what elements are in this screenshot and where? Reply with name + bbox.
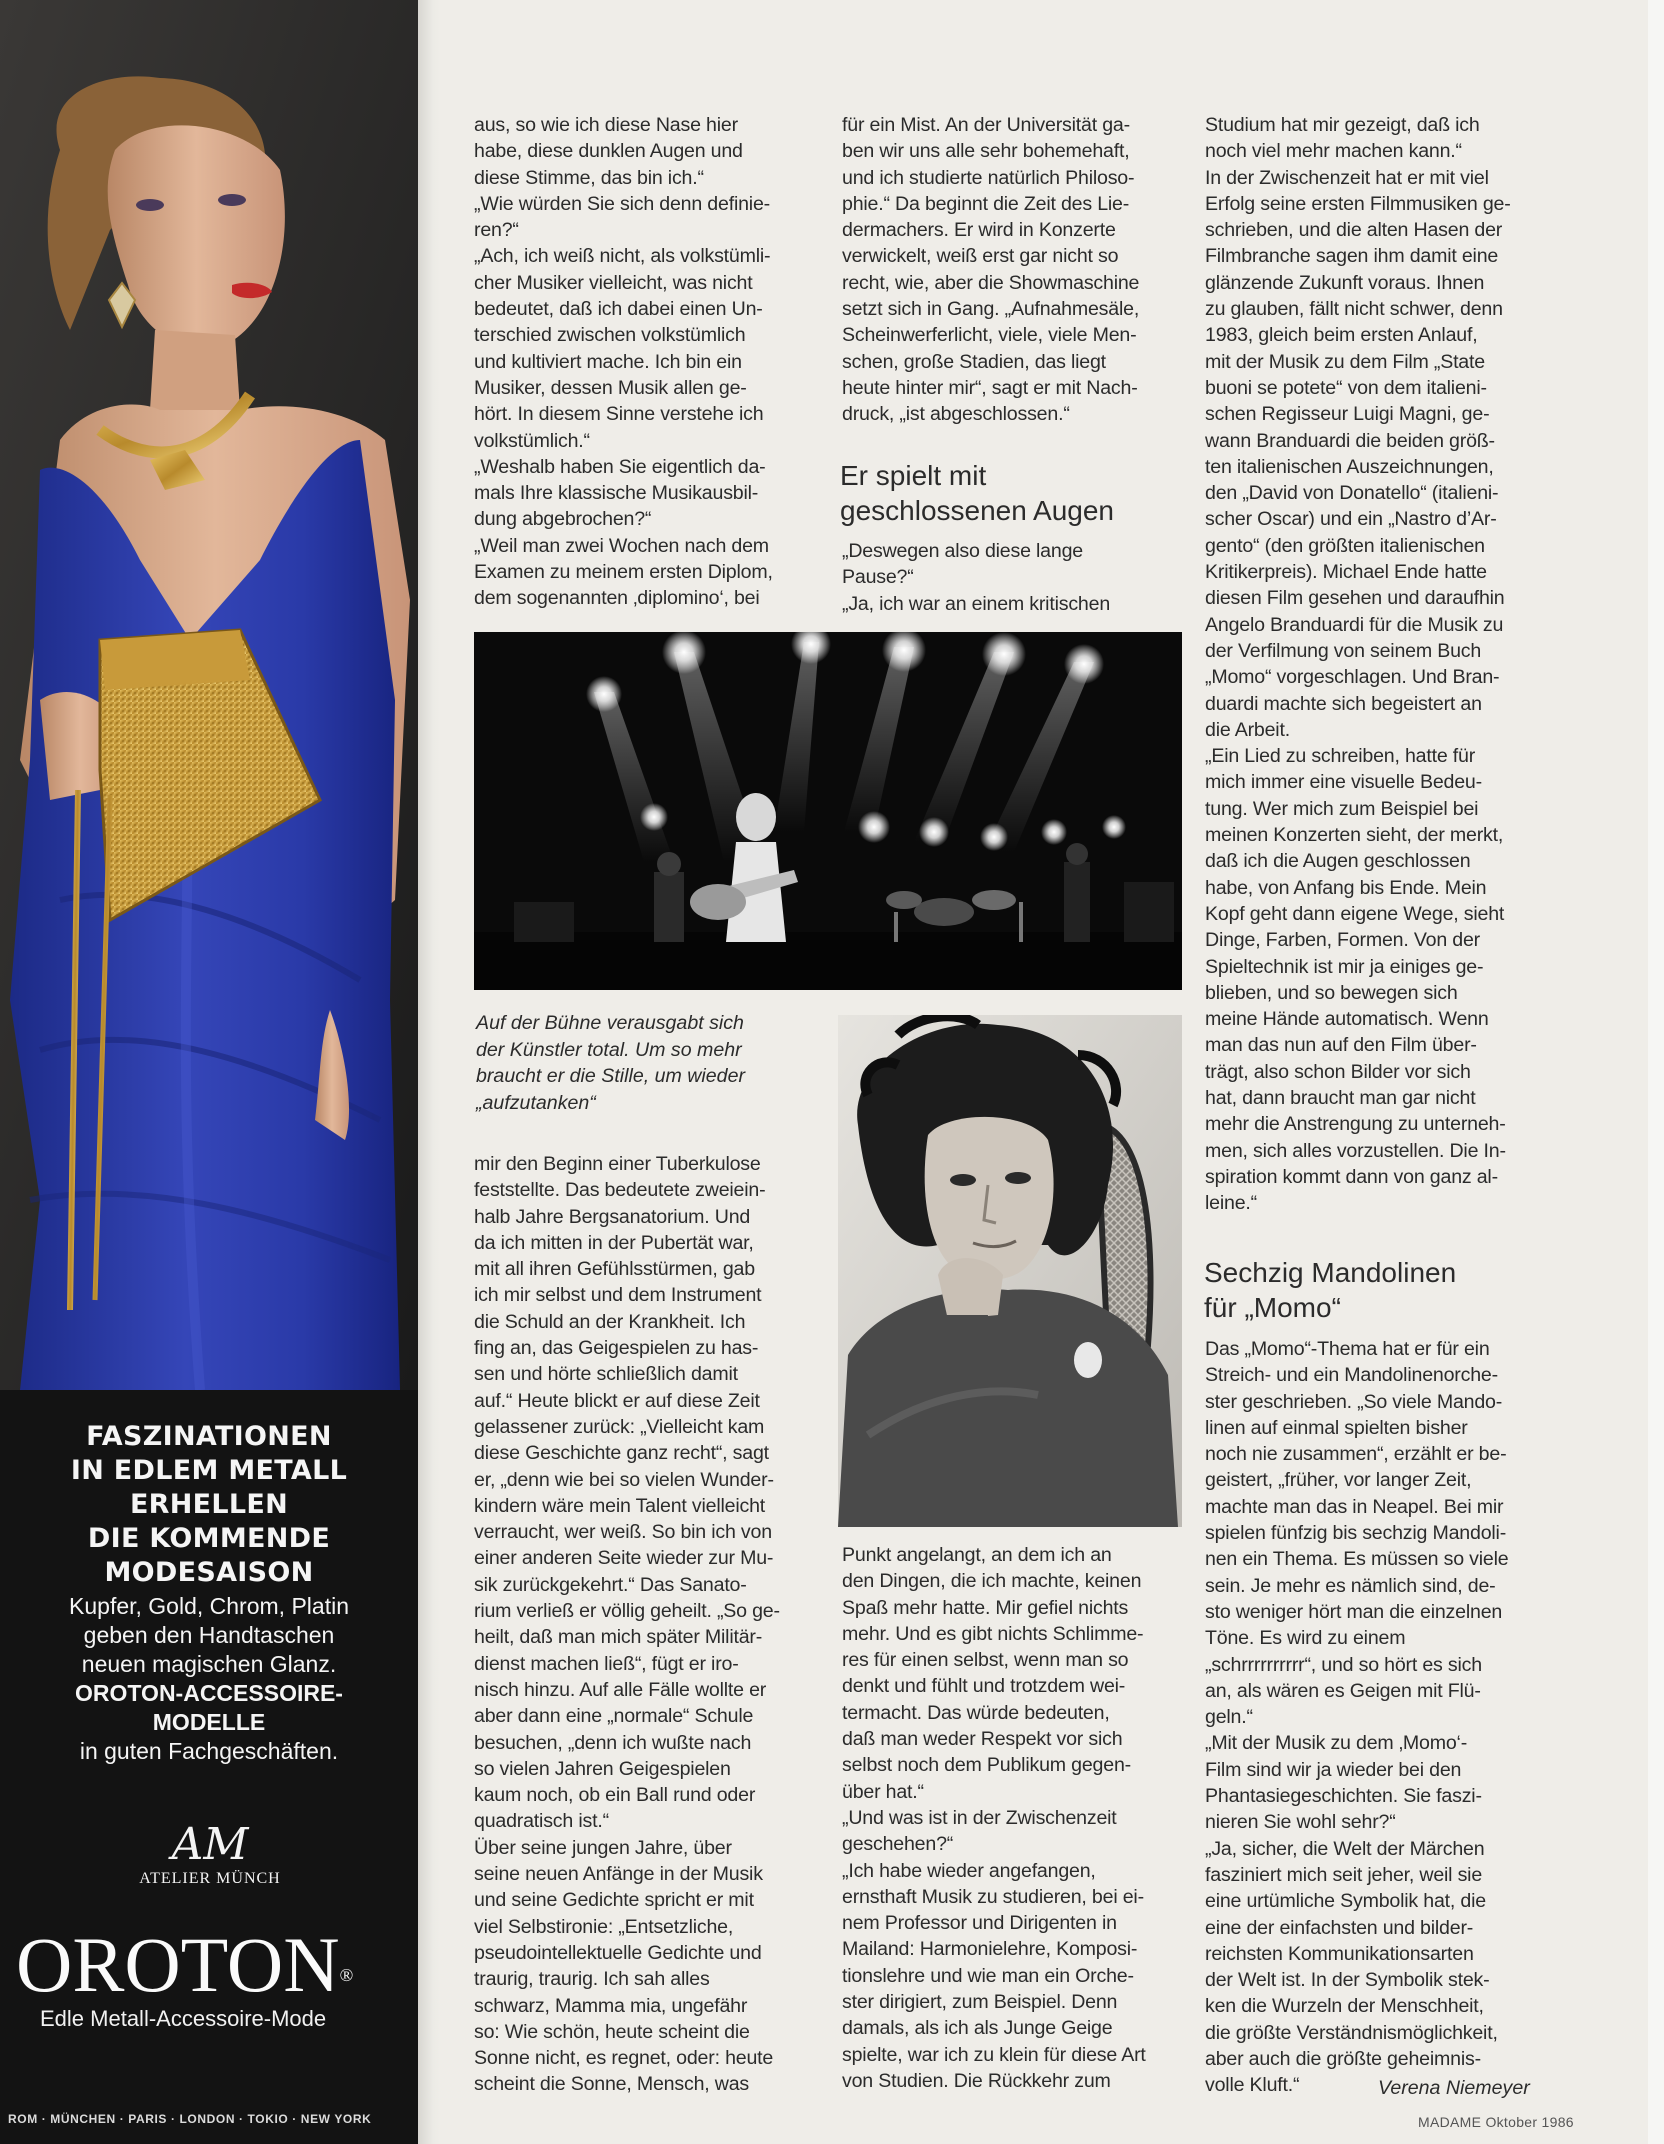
- ad-subtext-end: in guten Fachgeschäften.: [79, 1738, 339, 1764]
- brand-logo: [16, 1921, 406, 2008]
- city-list: ROM · MÜNCHEN · PARIS · LONDON · TOKIO · NEW YORK: [8, 2112, 372, 2126]
- ad-headline: FASZINATIONEN IN EDLEM METALL ERHELLEN DIE KOMMENDE MODESAISON: [70, 1421, 348, 1588]
- subheading-mandolins: Sechzig Mandolinen für „Momo“: [1204, 1257, 1457, 1323]
- atelier-logo: [40, 1820, 380, 1888]
- advertisement: [0, 0, 418, 2144]
- photo-caption: Auf der Bühne verausgabt sich der Künstler total. Um so mehr braucht er die Stille, um wieder „aufzutanken“: [476, 1012, 745, 1114]
- portrait-photo: [838, 1015, 1182, 1527]
- subheading-closed-eyes: Er spielt mit geschlossenen Augen: [840, 460, 1114, 526]
- monogram-logo: AM: [171, 1819, 249, 1870]
- ad-subtext: Kupfer, Gold, Chrom, Platin geben den Handtaschen neuen magischen Glanz.: [69, 1593, 349, 1677]
- article-column-2-bottom: Punkt angelangt, an dem ich an den Dingen, die ich machte, keinen Spaß mehr hatte. Mir gefiel nichts mehr. Und es gibt nichts Schlimme- res für einen selbst, wenn man so denkt und fühlt und trotzdem wei- termacht. Das würde bedeuten, daß man weder Respekt vor sich selbst noch dem Publikum gegen- über hat.“ „Und was ist in der Zwischenzeit geschehen?“ „Ich habe wieder angefangen, ernsthaft Musik zu studieren, bei ei- nem Professor und Dirigenten in Mailand: Harmonielehre, Komposi- tionslehre und wie man ein Orche- ster dirigiert, zum Beispiel. Denn damals, als ich als Junge Geige spielte, war ich zu klein für diese Art von Studien. Die Rückkehr zum: [842, 1544, 1146, 2092]
- page-gutter: [418, 0, 440, 2144]
- registered-mark: ®: [339, 1965, 354, 1985]
- article-column-3-bottom: Das „Momo“-Thema hat er für ein Streich- und ein Mandolinenorche- ster geschrieben. „So viele Mando- linen auf einmal spielten bisher noch nie zusammen“, erzählt er be- geistert, „früher, vor langer Zeit, machte man das in Neapel. Bei mir spielen fünfzig bis sechzig Mandoli- nen ein Thema. Es müssen so viele sein. Je mehr es nämlich sind, de- sto weniger hört man die einzelnen Töne. Es wird zu einem „schrrrrrrrrrr“, und so hört es sich an, als wären es Geigen mit Flü- geln.“ „Mit der Musik zu dem ‚Momo‘- Film sind wir ja wieder bei den Phantasiegeschichten. Sie faszi- nieren Sie wohl sehr?“ „Ja, sicher, die Welt der Märchen fasziniert mich seit jeher, weil sie eine urtümliche Symbolik hat, die eine der einfachsten und bilder- reichsten Kommunikationsarten der Welt ist. In der Symbolik stek- ken die Wurzeln der Menschheit, die größte Verständnismöglichkeit, aber auch die größte geheimnis- volle Kluft.“: [1205, 1338, 1509, 2097]
- article-column-1-top: aus, so wie ich diese Nase hier habe, diese dunklen Augen und diese Stimme, das bin ich.“ „Wie würden Sie sich denn definie- ren?“ „Ach, ich weiß nicht, als volkstümli- cher Musiker vielleicht, was nicht bedeutet, daß ich dabei einen Un- terschied zwischen volkstümlich und kultiviert mache. Ich bin ein Musiker, dessen Musik allen ge- hört. In diesem Sinne verstehe ich volkstümlich.“ „Weshalb haben Sie eigentlich da- mals Ihre klassische Musikausbil- dung abgebrochen?“ „Weil man zwei Wochen nach dem Examen zu meinem ersten Diplom, dem sogenannten ‚diplomino‘, bei: [474, 114, 773, 610]
- ad-model-photo: [0, 0, 418, 1390]
- concert-photo: [474, 632, 1182, 990]
- brand-name: OROTON: [16, 1921, 340, 2008]
- ad-subtext-brand: OROTON-ACCESSOIRE- MODELLE: [75, 1680, 343, 1735]
- page-footer: MADAME Oktober 1986: [1418, 2114, 1574, 2130]
- article-column-3-top: Studium hat mir gezeigt, daß ich noch viel mehr machen kann.“ In der Zwischenzeit hat er mit viel Erfolg seine ersten Filmmusiken ge- schrieben, und die alten Hasen der Filmbranche sagen ihm damit eine glänzende Zukunft voraus. Ihnen zu glauben, fällt nicht schwer, denn 1983, gleich beim ersten Anlauf, mit der Musik zu dem Film „State buoni se potete“ von dem italieni- schen Regisseur Luigi Magni, ge- wann Branduardi die beiden größ- ten italienischen Auszeichnungen, den „David von Donatello“ (italieni- scher Oscar) und ein „Nastro d’Ar- gento“ (den größten italienischen Kritikerpreis). Michael Ende hatte diesen Film gesehen und daraufhin Angelo Branduardi für die Musik zu der Verfilmung von seinem Buch „Momo“ vorgeschlagen. Und Bran- duardi machte sich begeistert an die Arbeit. „Ein Lied zu schreiben, hatte für mich immer eine visuelle Bedeu- tung. Wer mich zum Beispiel bei meinen Konzerten sieht, der merkt, daß ich die Augen geschlossen habe, von Anfang bis Ende. Mein Kopf geht dann eigene Wege, sieht Dinge, Farben, Formen. Von der Spieltechnik ist mir ja einiges ge- blieben, und so bewegen sich meine Hände automatisch. Wenn man das nun auf den Film über- trägt, also schon Bilder vor sich hat, dann braucht man gar nicht mehr die Anstrengung zu unterneh- men, sich alles vorzustellen. Die In- spiration kommt dann von ganz al- leine.“: [1205, 114, 1511, 1215]
- page-edge: [1648, 0, 1664, 2144]
- article-column-2-top: für ein Mist. An der Universität ga- ben wir uns alle sehr bohemehaft, und ich studierte natürlich Philoso- phie.“ Da beginnt die Zeit des Lie- dermachers. Er wird in Konzerte verwickelt, weiß erst gar nicht so recht, wie, aber die Showmaschine setzt sich in Gang. „Aufnahmesäle, Scheinwerferlicht, viele, viele Men- schen, große Stadien, das liegt heute hinter mir“, sagt er mit Nach- druck, „ist abgeschlossen.“: [842, 114, 1140, 426]
- brand-tagline: Edle Metall-Accessoire-Mode: [40, 2006, 327, 2031]
- author-byline: Verena Niemeyer: [1378, 2077, 1530, 2099]
- atelier-name: ATELIER MÜNCH: [139, 1870, 281, 1887]
- ad-copy: [18, 1420, 400, 1766]
- article-column-2-mid: „Deswegen also diese lange Pause?“ „Ja, ich war an einem kritischen: [842, 540, 1111, 615]
- article-column-1-bottom: mir den Beginn einer Tuberkulose feststellte. Das bedeutete zweiein- halb Jahre Bergsanatorium. Und da ich mitten in der Pubertät war, mit all ihren Gefühlsstürmen, gab ich mir selbst und dem Instrument die Schuld an der Krankheit. Ich fing an, das Geigespielen zu has- sen und hörte schließlich damit auf.“ Heute blickt er auf diese Zeit gelassener zurück: „Vielleicht kam diese Geschichte ganz recht“, sagt er, „denn wie bei so vielen Wunder- kindern wäre mein Talent vielleicht verraucht, wer weiß. So bin ich von einer anderen Seite wieder zur Mu- sik zurückgekehrt.“ Das Sanato- rium verließ er völlig geheilt. „So ge- heilt, daß man mich später Militär- dienst machen ließ“, fügt er iro- nisch hinzu. Auf alle Fälle wollte er aber dann eine „normale“ Schule besuchen, „denn ich wußte nach so vielen Jahren Geigespielen kaum noch, ob ein Ball rund oder quadratisch ist.“ Über seine jungen Jahre, über seine neuen Anfänge in der Musik und seine Gedichte spricht er mit viel Selbstironie: „Entsetzliche, pseudointellektuelle Gedichte und traurig, traurig. Ich sah alles schwarz, Mamma mia, ungefähr so: Wie schön, heute scheint die Sonne nicht, es regnet, oder: heute scheint die Sonne, Mensch, was: [474, 1153, 780, 2096]
